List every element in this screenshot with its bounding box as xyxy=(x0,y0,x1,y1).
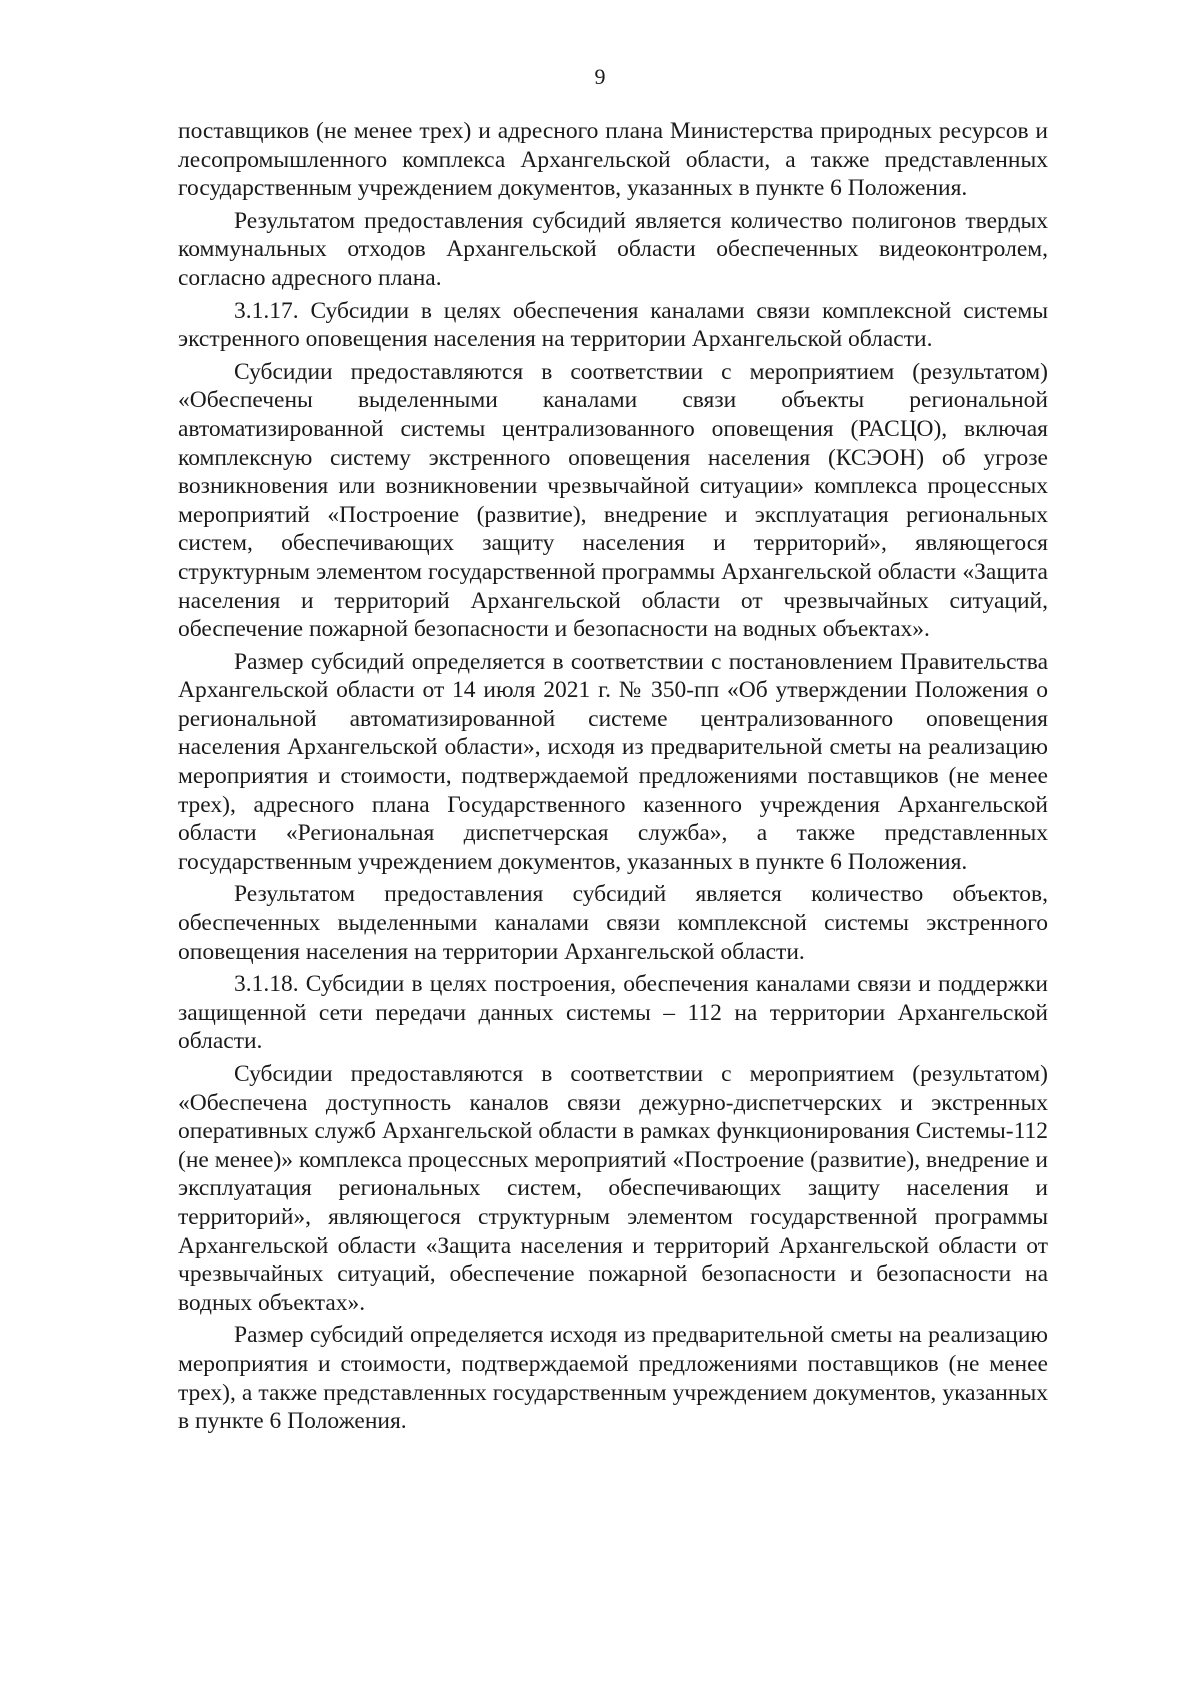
paragraph-3-1-18-provision: Субсидии предоставляются в соответствии с мероприятием (результатом) «Обеспечена доступность каналов связи дежурно-диспетчерских и экстренных оперативных служб Архангельской области в рамках функционирования Системы-112 (не менее)» комплекса процессных мероприятий «Построение (развитие), внедрение и эксплуатация региональных систем, обеспечивающих защиту населения и территорий», являющегося структурным элементом государственной программы Архангельской области «Защита населения и территорий Архангельской области от чрезвычайных ситуаций, обеспечение пожарной безопасности и безопасности на водных объектах». xyxy=(178,1061,1048,1316)
paragraph-3-1-18-amount: Размер субсидий определяется исходя из предварительной сметы на реализацию мероприятия и стоимости, подтверждаемой предложениями поставщиков (не менее трех), а также представленных государственным учреждением документов, указанных в пункте 6 Положения. xyxy=(178,1322,1048,1435)
document-body xyxy=(178,117,1048,1440)
paragraph-3-1-17-provision: Субсидии предоставляются в соответствии с мероприятием (результатом) «Обеспечены выделенными каналами связи объекты региональной автоматизированной системы централизованного оповещения (РАСЦО), включая комплексную систему экстренного оповещения населения (КСЭОН) об угрозе возникновения или возникновении чрезвычайной ситуации» комплекса процессных мероприятий «Построение (развитие), внедрение и эксплуатация региональных систем, обеспечивающих защиту населения и территорий», являющегося структурным элементом государственной программы Архангельской области «Защита населения и территорий Архангельской области от чрезвычайных ситуаций, обеспечение пожарной безопасности и безопасности на водных объектах». xyxy=(178,358,1048,643)
paragraph-3-1-17-amount: Размер субсидий определяется в соответствии с постановлением Правительства Архангельской области от 14 июля 2021 г. № 350-пп «Об утверждении Положения о региональной автоматизированной системе централизованного оповещения населения Архангельской области», исходя из предварительной сметы на реализацию мероприятия и стоимости, подтверждаемой предложениями поставщиков (не менее трех), адресного плана Государственного казенного учреждения Архангельской области «Региональная диспетчерская служба», а также представленных государственным учреждением документов, указанных в пункте 6 Положения. xyxy=(178,648,1048,875)
paragraph-3-1-18-heading: 3.1.18. Субсидии в целях построения, обеспечения каналами связи и поддержки защищенной сети передачи данных системы – 112 на территории Архангельской области. xyxy=(178,971,1048,1055)
paragraph-continuation: поставщиков (не менее трех) и адресного плана Министерства природных ресурсов и лесопромышленного комплекса Архангельской области, а также представленных государственным учреждением документов, указанных в пункте 6 Положения. xyxy=(178,118,1048,202)
paragraph-3-1-17-heading: 3.1.17. Субсидии в целях обеспечения каналами связи комплексной системы экстренного оповещения населения на территории Архангельской области. xyxy=(178,297,1048,353)
paragraph-3-1-17-result: Результатом предоставления субсидий является количество объектов, обеспеченных выделенными каналами связи комплексной системы экстренного оповещения населения на территории Архангельской области. xyxy=(178,881,1048,965)
page-number: 9 xyxy=(594,64,606,89)
paragraph-result-polygons: Результатом предоставления субсидий является количество полигонов твердых коммунальных отходов Архангельской области обеспеченных видеоконтролем, согласно адресного плана. xyxy=(178,207,1048,291)
